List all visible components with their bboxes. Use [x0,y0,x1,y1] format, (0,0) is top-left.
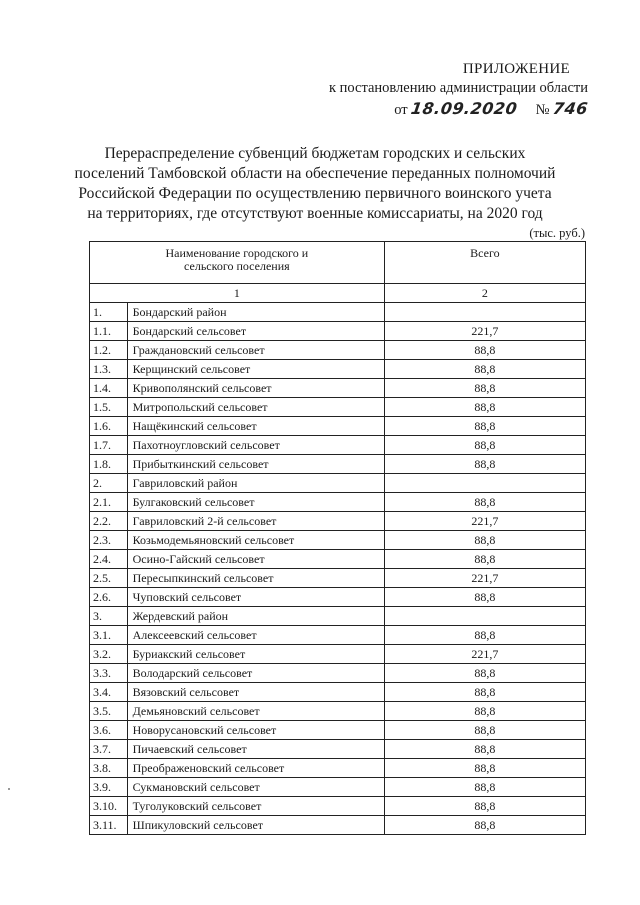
row-number: 1.4. [90,379,128,398]
row-value: 88,8 [384,360,585,379]
table-row [90,474,586,493]
row-number: 2.3. [90,531,128,550]
row-name: Гавриловский район [127,474,384,493]
row-value: 221,7 [384,569,585,588]
row-name: Пересыпкинский сельсовет [127,569,384,588]
row-number: 3.6. [90,721,128,740]
table-row [90,550,586,569]
row-name: Булгаковский сельсовет [127,493,384,512]
table-row [90,588,586,607]
date-prefix: от [394,102,408,118]
row-number: 2. [90,474,128,493]
appendix-title: ПРИЛОЖЕНИЕ [462,61,570,77]
row-value: 88,8 [384,664,585,683]
row-number: 2.1. [90,493,128,512]
row-number: 3.11. [90,816,128,835]
unit-label: (тыс. руб.) [529,226,585,240]
table-row [90,607,586,626]
row-name: Керщинский сельсовет [127,360,384,379]
row-number: 1.5. [90,398,128,417]
row-value: 88,8 [384,797,585,816]
table-row [90,759,586,778]
row-name: Преображеновский сельсовет [127,759,384,778]
table-row [90,816,586,835]
row-name: Новорусановский сельсовет [127,721,384,740]
col-total-header: Всего [384,242,585,284]
row-value: 88,8 [384,455,585,474]
row-value [384,607,585,626]
row-number: 1.7. [90,436,128,455]
row-number: 3.4. [90,683,128,702]
table-row [90,626,586,645]
row-name: Осино-Гайский сельсовет [127,550,384,569]
row-value: 88,8 [384,550,585,569]
table-row [90,645,586,664]
row-name: Туголуковский сельсовет [127,797,384,816]
row-name: Демьяновский сельсовет [127,702,384,721]
table-row [90,436,586,455]
row-name: Володарский сельсовет [127,664,384,683]
row-number: 3. [90,607,128,626]
row-name: Пахотноугловский сельсовет [127,436,384,455]
row-name: Шпикуловский сельсовет [127,816,384,835]
row-name: Буриакский сельсовет [127,645,384,664]
row-number: 3.10. [90,797,128,816]
table-row [90,778,586,797]
row-value [384,303,585,322]
row-name: Нащёкинский сельсовет [127,417,384,436]
row-value: 88,8 [384,398,585,417]
table-row [90,683,586,702]
row-name: Козьмодемьяновский сельсовет [127,531,384,550]
table-row [90,341,586,360]
row-number: 3.5. [90,702,128,721]
table-row [90,569,586,588]
row-value: 88,8 [384,436,585,455]
table-row [90,417,586,436]
table-row [90,360,586,379]
row-value [384,474,585,493]
table-row [90,664,586,683]
table-row [90,740,586,759]
row-value: 221,7 [384,645,585,664]
table-row [90,531,586,550]
row-number: 2.6. [90,588,128,607]
row-value: 88,8 [384,417,585,436]
row-number: 2.2. [90,512,128,531]
col-name-header: Наименование городского и сельского поселения [90,242,385,284]
handwritten-number: 746 [551,99,590,118]
table-row [90,398,586,417]
row-number: 3.1. [90,626,128,645]
appendix-block [329,60,588,120]
row-name: Гавриловский 2-й сельсовет [127,512,384,531]
row-number: 1.3. [90,360,128,379]
row-number: 1.8. [90,455,128,474]
row-name: Граждановский сельсовет [127,341,384,360]
table-header-row [90,242,586,284]
appendix-subtitle: к постановлению администрации области [328,80,588,96]
row-value: 88,8 [384,759,585,778]
row-number: 3.8. [90,759,128,778]
table-row [90,455,586,474]
row-value: 88,8 [384,721,585,740]
row-number: 3.7. [90,740,128,759]
row-number: 3.3. [90,664,128,683]
row-name: Митропольский сельсовет [127,398,384,417]
subvention-table [89,241,586,835]
row-value: 88,8 [384,588,585,607]
table-row [90,721,586,740]
row-value: 88,8 [384,626,585,645]
row-value: 88,8 [384,778,585,797]
row-name: Пичаевский сельсовет [127,740,384,759]
row-number: 3.9. [90,778,128,797]
row-name: Бондарский район [127,303,384,322]
table-row [90,303,586,322]
row-number: 2.4. [90,550,128,569]
number-prefix: № [535,102,550,118]
row-value: 88,8 [384,341,585,360]
row-name: Бондарский сельсовет [127,322,384,341]
row-name: Прибыткинский сельсовет [127,455,384,474]
row-value: 221,7 [384,322,585,341]
row-value: 221,7 [384,512,585,531]
row-number: 2.5. [90,569,128,588]
row-value: 88,8 [384,683,585,702]
appendix-dateline [329,99,588,120]
row-number: 1.6. [90,417,128,436]
col-num-2: 2 [384,284,585,303]
row-value: 88,8 [384,531,585,550]
row-value: 88,8 [384,740,585,759]
row-name: Жердевский район [127,607,384,626]
row-name: Кривополянский сельсовет [127,379,384,398]
row-name: Чуповский сельсовет [127,588,384,607]
row-name: Сукмановский сельсовет [127,778,384,797]
row-number: 1.1. [90,322,128,341]
row-value: 88,8 [384,702,585,721]
row-number: 1.2. [90,341,128,360]
row-name: Алексеевский сельсовет [127,626,384,645]
table-number-row [90,284,586,303]
row-value: 88,8 [384,379,585,398]
row-value: 88,8 [384,816,585,835]
row-number: 3.2. [90,645,128,664]
row-value: 88,8 [384,493,585,512]
table-row [90,702,586,721]
handwritten-date: 18.09.2020 [409,99,519,118]
scan-speck [8,788,10,790]
document-heading: Перераспределение субвенций бюджетам городских и сельских поселений Тамбовской области на обеспечение переданных полномочий Российской Федерации по осуществлению первичного воинского учета на территориях, где отсутствуют военные комиссариаты, на 2020 год [74,145,556,222]
col-num-1: 1 [90,284,385,303]
row-number: 1. [90,303,128,322]
table-row [90,493,586,512]
table-row [90,797,586,816]
table-row [90,322,586,341]
row-name: Вязовский сельсовет [127,683,384,702]
table-row [90,379,586,398]
table-row [90,512,586,531]
